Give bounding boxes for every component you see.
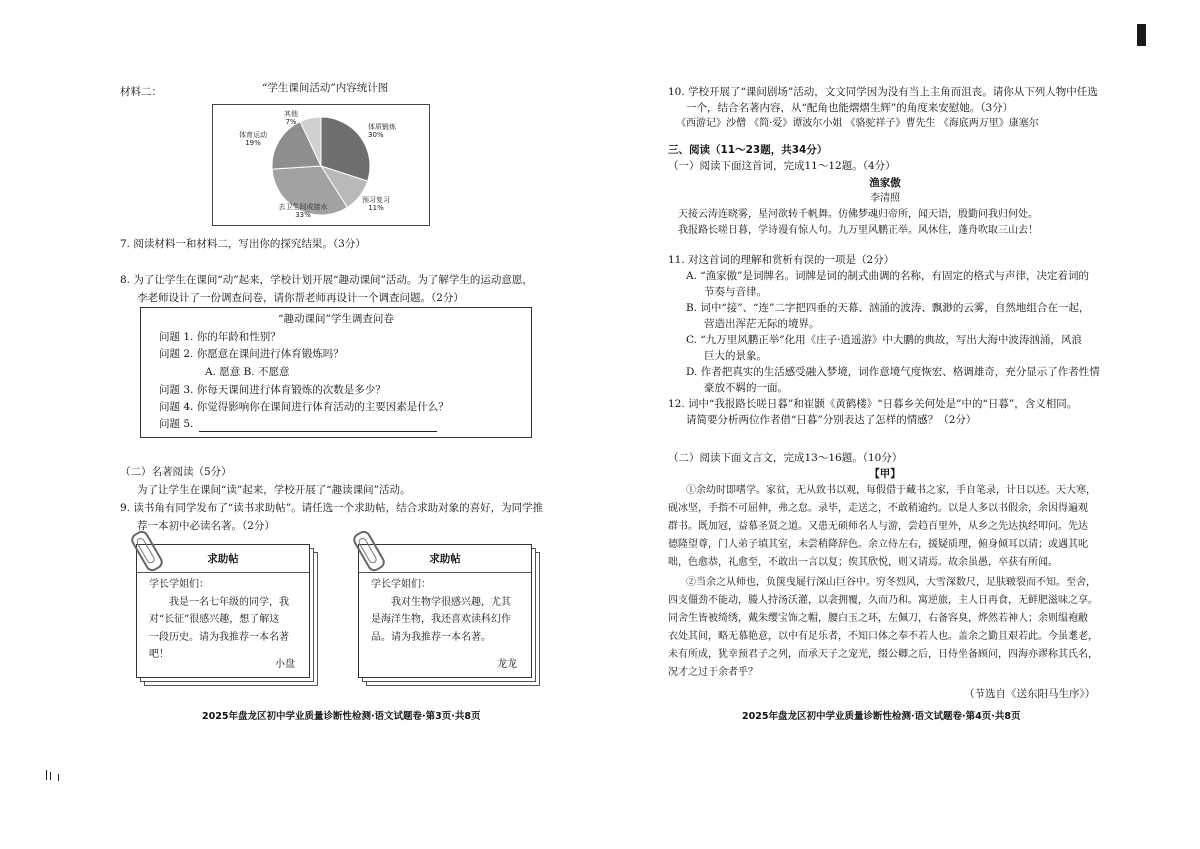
card-greeting: 学长学姐们： [371, 579, 431, 590]
pie-label-4: 体育运动 [239, 131, 267, 139]
card-title-divider [137, 572, 309, 573]
card-line: 一段历史。请为我推荐一本名著 [149, 631, 289, 643]
card-line: 品。请为我推荐一本名著。 [371, 631, 491, 643]
poem-line-2: 我报路长嗟日暮，学诗谩有惊人句。九万里风鹏正举。风休住，蓬舟吹取三山去！ [678, 225, 1038, 236]
pie-label-2: 预习复习 [362, 196, 390, 204]
q11-option-b-line1: B. 词中“接”、“连”二字把四垂的天幕、汹涌的波涛、飘渺的云雾，自然地组合在一起， [686, 302, 1090, 314]
card-title-divider [359, 572, 531, 573]
help-card-1-title: 求助帖 [207, 553, 239, 565]
pie-percent-4: 19% [245, 139, 261, 147]
q11-option-d-line1: D. 作者把真实的生活感受融入梦境，词作意境气度恢宏、格调雄奇，充分显示了作者性情 [686, 366, 1100, 378]
card-greeting: 学长学姐们： [149, 579, 209, 590]
question-12-line1: 12. 词中“我报路长嗟日暮”和崔颢《黄鹤楼》“日暮乡关何处是”中的“日暮”，含义相同。 [668, 398, 1078, 410]
card-line: 是海洋生物，我还喜欢读科幻作 [371, 614, 511, 625]
scan-edge-mark [1137, 24, 1146, 46]
section2-intro: 为了让学生在课间“读”起来，学校开展了“趣读课间”活动。 [137, 484, 411, 496]
passage-p1-line5: 咄，色愈恭，礼愈至，不敢出一言以复；俟其欣悦，则又请焉。故余虽愚，卒获有所闻。 [668, 557, 1058, 568]
passage-p1-line2: 砚冰坚，手指不可屈伸，弗之怠。录毕，走送之，不敢稍逾约。以是人多以书假余，余因得遍观 [668, 503, 1088, 514]
help-card-2 [352, 536, 542, 688]
survey-question-2-options: A. 愿意 B. 不愿意 [205, 366, 290, 378]
q11-option-c-line2: 巨大的景象。 [704, 350, 767, 362]
pie-label-1: 体质锻炼 [368, 123, 396, 131]
help-card-1 [130, 536, 320, 688]
question-9-line2: 荐一本初中必读名著。（2分） [137, 520, 275, 532]
question-8-line2: 李老师设计了一份调查问卷，请你帮老师再设计一个调查问题。（2分） [137, 292, 464, 304]
q11-option-b-line2: 营造出浑茫无际的境界。 [704, 318, 820, 330]
survey-question-4: 问题 4. 你觉得影响你在课间进行体育活动的主要因素是什么？ [159, 401, 449, 413]
survey-box [140, 307, 532, 438]
pie-label-5: 其他 [284, 110, 298, 118]
scan-mark [58, 774, 59, 781]
question-9-line1: 9. 读书角有同学发布了“读书求助帖”。请任选一个求助帖，结合求助对象的喜好，为同学推 [120, 502, 544, 514]
chart-title: “学生课间活动”内容统计图 [262, 82, 389, 94]
pie-label-3: 去卫生间或接水 [278, 203, 328, 211]
pie-percent-5: 7% [285, 118, 297, 126]
poem-title: 渔家傲 [869, 177, 901, 189]
passage-p1-line3: 群书。既加冠，益慕圣贤之道。又患无硕师名人与游，尝趋百里外，从乡之先达执经叩问。先达 [668, 521, 1088, 532]
page-4 [600, 0, 1200, 849]
poem-author: 李清照 [870, 193, 900, 204]
help-card-2-signature: 龙龙 [497, 659, 517, 670]
section2-heading: （二）名著阅读（5分） [120, 466, 232, 478]
passage-p2-line1: ②当余之从师也，负箧曳屣行深山巨谷中。穷冬烈风，大雪深数尺，足肤皲裂而不知。至舍， [686, 577, 1096, 588]
question-7: 7. 阅读材料一和材料二，写出你的探究结果。（3分） [120, 238, 366, 250]
card-line: 我是一名七年级的同学，我 [169, 596, 289, 608]
passage-p2-line6: 况才之过于余者乎？ [668, 667, 758, 678]
passage-p2-line2: 四支僵劲不能动，媵人持汤沃灌，以衾拥覆，久而乃和。寓逆旅，主人日再食，无鲜肥滋味之享。 [668, 595, 1098, 606]
help-card-2-title: 求助帖 [429, 553, 461, 565]
help-card-1-body [149, 576, 289, 664]
question-10-line1: 10. 学校开展了“课间剧场”活动，文文同学因为没有当上主角而沮丧。请你从下列人物中任选 [668, 86, 1098, 98]
card-line: 对“长征”很感兴趣，想了解这 [149, 614, 280, 625]
part2-heading: （二）阅读下面文言文，完成13～16题。（10分） [668, 452, 903, 464]
question-10-line2: 一个，结合名著内容，从“配角也能熠熠生辉”的角度来安慰她。（3分） [686, 102, 1014, 114]
passage-p2-line3: 同舍生皆被绮绣，戴朱缨宝饰之帽，腰白玉之环，左佩刀，右备容臭，烨然若神人；余则缊袍敝 [668, 613, 1088, 624]
q11-option-d-line2: 豪放不羁的一面。 [704, 382, 788, 394]
survey-question-5 [159, 416, 437, 432]
material2-label: 材料二： [120, 86, 162, 98]
section3-heading: 三、阅读（11～23题，共34分） [668, 144, 828, 156]
question-8-line1: 8. 为了让学生在课间“动”起来，学校计划开展“趣动课间”活动。为了解学生的运动意愿， [120, 274, 533, 286]
card-line: 吧！ [149, 649, 169, 660]
survey-question-3: 问题 3. 你每天课间进行体育锻炼的次数是多少？ [159, 384, 386, 396]
survey-question-1: 问题 1. 你的年龄和性别？ [159, 331, 281, 343]
page-4-footer: 2025年盘龙区初中学业质量诊断性检测·语文试题卷·第4页·共8页 [742, 711, 1021, 722]
question-10-options: 《西游记》沙僧 《简·爱》谭波尔小姐 《骆驼祥子》曹先生 《海底两万里》康塞尔 [676, 118, 1039, 129]
pie-percent-2: 11% [368, 204, 384, 212]
q11-option-a-line1: A. “渔家傲”是词牌名。词牌是词的制式曲调的名称，有固定的格式与声律，决定着词的 [686, 270, 1089, 282]
question-11: 11. 对这首词的理解和赏析有误的一项是（2分） [668, 254, 895, 266]
pie-percent-1: 30% [368, 131, 384, 139]
survey-question-2: 问题 2. 你愿意在课间进行体育锻炼吗？ [159, 348, 344, 360]
pie-percent-3: 33% [295, 211, 311, 219]
help-card-2-body [371, 576, 511, 646]
passage-p2-line5: 未有所成，犹幸预君子之列，而承天子之宠光，缀公卿之后，日侍坐备顾问，四海亦谬称其氏名， [668, 649, 1098, 660]
passage-source: （节选自《送东阳马生序》） [964, 688, 1096, 700]
scan-mark [46, 770, 47, 780]
poem-line-1: 天接云涛连晓雾，星河欲转千帆舞。仿佛梦魂归帝所，闻天语，殷勤问我归何处。 [678, 209, 1038, 220]
question-12-line2: 请简要分析两位作者借“日暮”分别表达了怎样的情感？（2分） [686, 414, 977, 426]
q11-option-a-line2: 节奏与音律。 [704, 286, 767, 298]
part1-heading: （一）阅读下面这首词，完成11～12题。（4分） [668, 160, 896, 172]
card-line: 我对生物学很感兴趣，尤其 [391, 596, 511, 608]
help-card-1-signature: 小盘 [275, 659, 295, 670]
answer-blank-line [199, 422, 437, 432]
pie-chart-svg [213, 105, 429, 225]
pie-chart [212, 104, 430, 226]
passage-p1-line1: ①余幼时即嗜学。家贫，无从致书以观，每假借于藏书之家，手自笔录，计日以还。天大寒， [686, 485, 1096, 496]
passage-jia-label: 【甲】 [869, 468, 901, 480]
page-3-footer: 2025年盘龙区初中学业质量诊断性检测·语文试题卷·第3页·共8页 [202, 711, 481, 722]
survey-question-5-label: 问题 5. [159, 418, 194, 430]
q11-option-c-line1: C. “九万里风鹏正举”化用《庄子·逍遥游》中大鹏的典故，写出大海中波涛汹涌，风浪 [686, 334, 1082, 346]
passage-p2-line4: 衣处其间，略无慕艳意，以中有足乐者，不知口体之奉不若人也。盖余之勤且艰若此。今虽耄老， [668, 631, 1098, 642]
passage-p1-line4: 德隆望尊，门人弟子填其室，未尝稍降辞色。余立侍左右，援疑质理，俯身倾耳以请；或遇其叱 [668, 539, 1088, 550]
survey-title: “趣动课间”学生调查问卷 [278, 313, 394, 325]
scan-mark [50, 772, 51, 780]
